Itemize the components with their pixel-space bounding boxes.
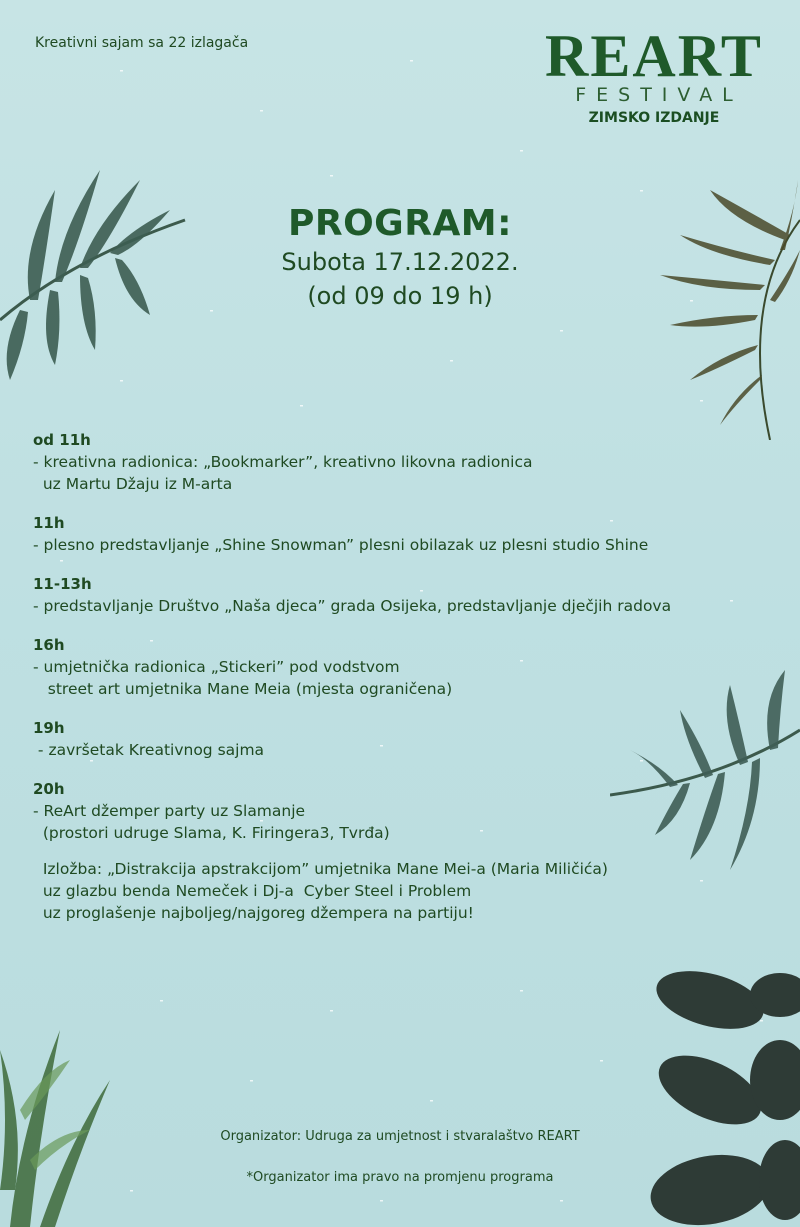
tagline: Kreativni sajam sa 22 izlagača xyxy=(35,35,249,51)
program-time: od 11h xyxy=(33,431,91,449)
program-time: 11h xyxy=(33,514,65,532)
logo-subtitle: FESTIVAL xyxy=(575,84,743,106)
plant-icon xyxy=(0,1010,120,1227)
program-list xyxy=(33,430,783,942)
program-item xyxy=(33,635,783,700)
program-item xyxy=(33,718,783,761)
program-line: - predstavljanje Društvo „Naša djeca” grada Osijeka, predstavljanje dječjih radova xyxy=(33,597,672,615)
program-item xyxy=(33,574,783,617)
event-hours: (od 09 do 19 h) xyxy=(307,282,493,310)
program-line: - ReArt džemper party uz Slamanje xyxy=(33,802,306,820)
exhibit-line: Izložba: „Distrakcija apstrakcijom” umjetnika Mane Mei-a (Maria Miličića) xyxy=(33,860,608,878)
reart-logo xyxy=(538,23,770,126)
program-line: uz Martu Džaju iz M-arta xyxy=(33,475,233,493)
program-time: 19h xyxy=(33,719,65,737)
program-time: 16h xyxy=(33,636,65,654)
dark-leaves-icon xyxy=(640,970,800,1227)
program-item xyxy=(33,430,783,495)
page-title: PROGRAM: xyxy=(287,203,513,244)
exhibit-line: uz proglašenje najboljeg/najgoreg džempera na partiju! xyxy=(33,904,474,922)
logo-edition: ZIMSKO IZDANJE xyxy=(588,110,720,126)
program-line: - umjetnička radionica „Stickeri” pod vodstvom xyxy=(33,658,400,676)
organizer-text: Organizator: Udruga za umjetnost i stvaralaštvo REART xyxy=(220,1129,580,1144)
program-line: - završetak Kreativnog sajma xyxy=(33,741,265,759)
program-header xyxy=(0,203,800,312)
exhibit-line: uz glazbu benda Nemeček i Dj-a Cyber Steel i Problem xyxy=(33,882,472,900)
program-time: 20h xyxy=(33,780,65,798)
program-time: 11-13h xyxy=(33,575,92,593)
program-item xyxy=(33,513,783,556)
program-line: (prostori udruge Slama, K. Firingera3, Tvrđa) xyxy=(33,824,390,842)
exhibit-block xyxy=(33,858,783,924)
logo-wordmark: REART xyxy=(545,23,763,89)
program-line: street art umjetnika Mane Meia (mjesta ograničena) xyxy=(33,680,453,698)
event-date: Subota 17.12.2022. xyxy=(281,248,519,276)
disclaimer-text: *Organizator ima pravo na promjenu programa xyxy=(246,1170,554,1185)
program-item xyxy=(33,779,783,924)
program-line: - kreativna radionica: „Bookmarker”, kreativno likovna radionica xyxy=(33,453,533,471)
program-line: - plesno predstavljanje „Shine Snowman” plesni obilazak uz plesni studio Shine xyxy=(33,536,649,554)
